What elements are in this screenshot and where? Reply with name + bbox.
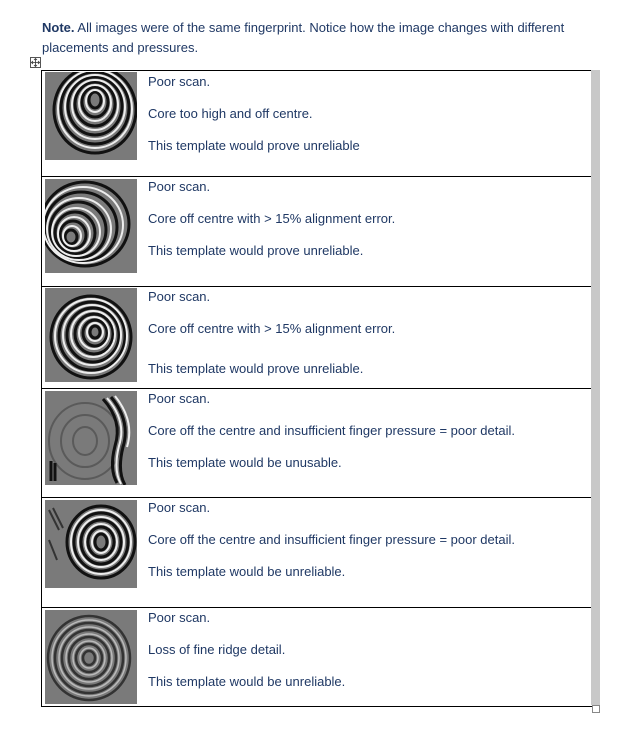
scan-results-table	[41, 70, 593, 707]
scan-verdict: This template would be unreliable.	[148, 564, 346, 579]
scan-verdict: This template would prove unreliable	[148, 138, 360, 153]
scan-status: Poor scan.	[148, 289, 211, 304]
table-row	[42, 177, 592, 287]
scan-detail: Core off the centre and insufficient finger pressure = poor detail.	[148, 532, 515, 547]
note-text: All images were of the same fingerprint. Notice how the image changes with different placements and pressures.	[42, 20, 565, 55]
scan-detail: Core off centre with > 15% alignment error.	[148, 211, 396, 226]
vertical-scrollbar[interactable]	[591, 70, 600, 705]
fingerprint-icon	[45, 391, 137, 485]
scan-status: Poor scan.	[148, 179, 211, 194]
scan-verdict: This template would prove unreliable.	[148, 361, 364, 376]
fingerprint-icon	[45, 610, 137, 704]
scan-verdict: This template would be unusable.	[148, 455, 342, 470]
scan-status: Poor scan.	[148, 391, 211, 406]
note-paragraph	[42, 18, 602, 58]
fingerprint-icon	[45, 179, 137, 273]
fingerprint-icon	[45, 500, 137, 588]
table-resize-icon[interactable]	[592, 705, 600, 713]
scan-detail: Core off centre with > 15% alignment error.	[148, 321, 396, 336]
table-row	[42, 389, 592, 498]
table-row	[42, 498, 592, 608]
fingerprint-icon	[45, 72, 137, 160]
table-row	[42, 608, 592, 707]
table-move-icon[interactable]	[30, 57, 41, 68]
note-label: Note.	[42, 20, 75, 35]
scan-verdict: This template would be unreliable.	[148, 674, 346, 689]
scan-detail: Core off the centre and insufficient finger pressure = poor detail.	[148, 423, 515, 438]
fingerprint-icon	[45, 288, 137, 382]
scan-detail: Loss of fine ridge detail.	[148, 642, 286, 657]
scan-status: Poor scan.	[148, 500, 211, 515]
table-row	[42, 287, 592, 389]
table-row	[42, 71, 592, 177]
scan-detail: Core too high and off centre.	[148, 106, 313, 121]
scan-status: Poor scan.	[148, 74, 211, 89]
scan-verdict: This template would prove unreliable.	[148, 243, 364, 258]
scan-status: Poor scan.	[148, 610, 211, 625]
